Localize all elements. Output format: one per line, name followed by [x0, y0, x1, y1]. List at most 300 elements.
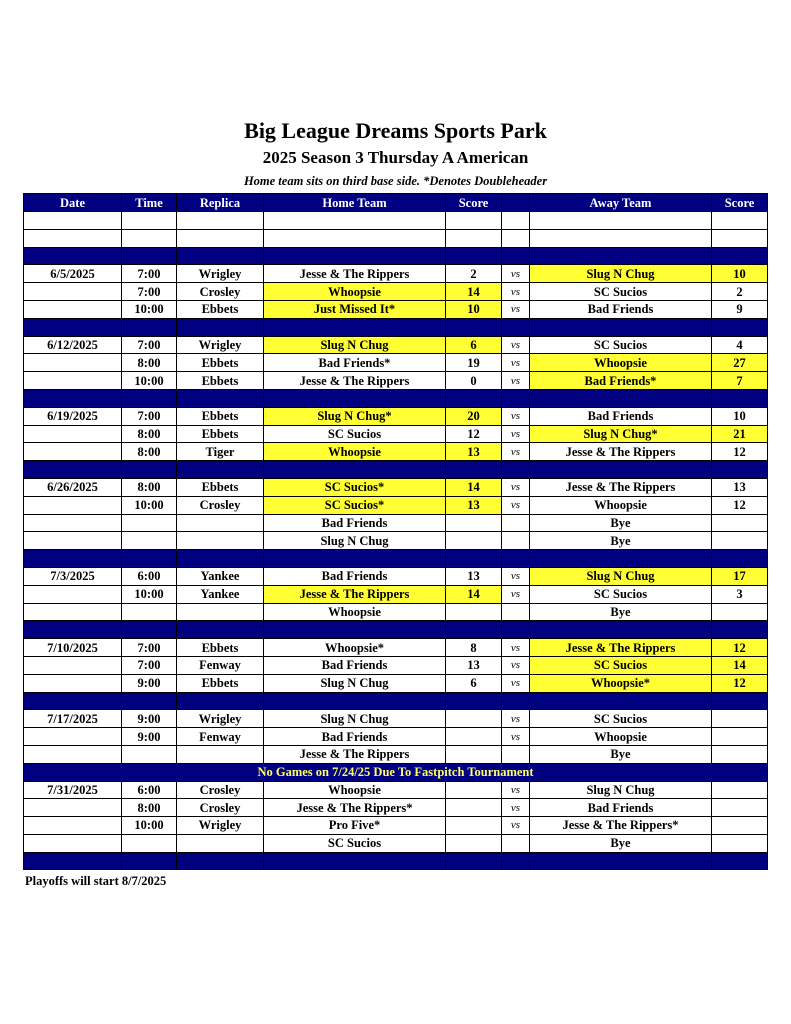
cell-replica: Ebbets [177, 639, 264, 657]
empty-cell [446, 318, 502, 336]
cell-away-score: 9 [712, 300, 768, 318]
cell-time [122, 745, 177, 763]
cell-away-score: 14 [712, 656, 768, 674]
cell-date [24, 496, 122, 514]
cell-time: 8:00 [122, 443, 177, 461]
empty-cell [177, 247, 264, 265]
cell-replica: Fenway [177, 728, 264, 746]
cell-away-team: Whoopsie [530, 354, 712, 372]
cell-date: 7/17/2025 [24, 710, 122, 728]
game-row [24, 300, 768, 318]
cell-away-team: Bye [530, 745, 712, 763]
cell-away-team: SC Sucios [530, 710, 712, 728]
cell-vs: vs [502, 781, 530, 799]
game-row [24, 745, 768, 763]
game-row [24, 265, 768, 283]
cell-vs: vs [502, 710, 530, 728]
empty-cell [122, 212, 177, 230]
cell-away-score [712, 834, 768, 852]
cell-away-score: 10 [712, 407, 768, 425]
cell-replica: Ebbets [177, 674, 264, 692]
cell-home-team: Whoopsie* [264, 639, 446, 657]
cell-time: 9:00 [122, 710, 177, 728]
game-row [24, 532, 768, 550]
empty-cell [24, 318, 122, 336]
cell-home-team: Slug N Chug [264, 710, 446, 728]
empty-cell [530, 692, 712, 710]
empty-cell [264, 389, 446, 407]
cell-away-score [712, 532, 768, 550]
cell-replica: Ebbets [177, 372, 264, 390]
empty-cell [530, 621, 712, 639]
cell-replica: Wrigley [177, 265, 264, 283]
cell-home-team: SC Sucios* [264, 478, 446, 496]
cell-time: 6:00 [122, 781, 177, 799]
cell-away-score: 12 [712, 443, 768, 461]
game-row [24, 567, 768, 585]
separator-row [24, 692, 768, 710]
cell-date [24, 745, 122, 763]
cell-away-team: SC Sucios [530, 585, 712, 603]
cell-vs: vs [502, 817, 530, 835]
cell-vs: vs [502, 336, 530, 354]
cell-away-team: Slug N Chug* [530, 425, 712, 443]
cell-time: 7:00 [122, 283, 177, 301]
cell-time: 7:00 [122, 265, 177, 283]
empty-cell [712, 550, 768, 568]
cell-home-score: 13 [446, 656, 502, 674]
game-row [24, 603, 768, 621]
cell-vs [502, 603, 530, 621]
cell-time: 7:00 [122, 336, 177, 354]
notice-text: No Games on 7/24/25 Due To Fastpitch Tournament [24, 763, 768, 781]
empty-cell [446, 247, 502, 265]
empty-cell [502, 621, 530, 639]
empty-cell [177, 692, 264, 710]
empty-cell [446, 461, 502, 479]
empty-cell [446, 852, 502, 870]
game-row [24, 834, 768, 852]
empty-cell [24, 212, 122, 230]
cell-home-team: SC Sucios [264, 834, 446, 852]
cell-away-score [712, 799, 768, 817]
empty-cell [177, 550, 264, 568]
cell-date [24, 585, 122, 603]
cell-replica [177, 514, 264, 532]
empty-cell [177, 229, 264, 247]
cell-date: 6/19/2025 [24, 407, 122, 425]
cell-away-score: 4 [712, 336, 768, 354]
cell-away-score: 2 [712, 283, 768, 301]
cell-home-team: Bad Friends [264, 567, 446, 585]
cell-date [24, 514, 122, 532]
empty-cell [712, 389, 768, 407]
game-row [24, 728, 768, 746]
cell-away-team: SC Sucios [530, 336, 712, 354]
cell-date [24, 532, 122, 550]
empty-cell [177, 389, 264, 407]
cell-home-score [446, 799, 502, 817]
cell-time [122, 514, 177, 532]
cell-away-score [712, 745, 768, 763]
cell-home-score [446, 745, 502, 763]
cell-vs: vs [502, 799, 530, 817]
empty-cell [122, 318, 177, 336]
cell-home-team: SC Sucios* [264, 496, 446, 514]
empty-cell [502, 389, 530, 407]
empty-cell [446, 621, 502, 639]
cell-away-team: Bad Friends [530, 300, 712, 318]
cell-date: 7/31/2025 [24, 781, 122, 799]
game-row [24, 710, 768, 728]
cell-away-team: Bad Friends [530, 799, 712, 817]
cell-away-score: 12 [712, 496, 768, 514]
empty-cell [502, 229, 530, 247]
cell-vs [502, 834, 530, 852]
separator-row [24, 247, 768, 265]
cell-away-team: Bad Friends [530, 407, 712, 425]
cell-home-score: 19 [446, 354, 502, 372]
cell-home-team: Slug N Chug* [264, 407, 446, 425]
empty-cell [264, 229, 446, 247]
game-row [24, 478, 768, 496]
cell-vs: vs [502, 585, 530, 603]
game-row [24, 799, 768, 817]
cell-home-score: 13 [446, 567, 502, 585]
cell-vs: vs [502, 656, 530, 674]
cell-replica: Crosley [177, 799, 264, 817]
cell-time: 10:00 [122, 585, 177, 603]
cell-home-team: SC Sucios [264, 425, 446, 443]
game-row [24, 443, 768, 461]
cell-home-team: Whoopsie [264, 443, 446, 461]
empty-cell [712, 229, 768, 247]
cell-date [24, 603, 122, 621]
header-time: Time [122, 194, 177, 212]
empty-cell [122, 229, 177, 247]
cell-vs: vs [502, 496, 530, 514]
empty-cell [530, 461, 712, 479]
empty-cell [177, 621, 264, 639]
cell-home-score [446, 603, 502, 621]
cell-away-team: Whoopsie* [530, 674, 712, 692]
page-title: Big League Dreams Sports Park [244, 118, 547, 143]
empty-cell [122, 550, 177, 568]
cell-away-team: Whoopsie [530, 496, 712, 514]
header-home-team: Home Team [264, 194, 446, 212]
cell-home-score [446, 532, 502, 550]
game-row [24, 354, 768, 372]
empty-cell [24, 692, 122, 710]
playoffs-note: Playoffs will start 8/7/2025 [25, 874, 167, 888]
empty-cell [24, 229, 122, 247]
separator-row [24, 461, 768, 479]
cell-time: 7:00 [122, 656, 177, 674]
cell-replica [177, 603, 264, 621]
game-row [24, 674, 768, 692]
cell-away-score [712, 728, 768, 746]
cell-time: 9:00 [122, 674, 177, 692]
cell-time: 10:00 [122, 300, 177, 318]
cell-date: 7/3/2025 [24, 567, 122, 585]
game-row [24, 656, 768, 674]
cell-time: 7:00 [122, 639, 177, 657]
cell-vs: vs [502, 478, 530, 496]
cell-date [24, 817, 122, 835]
cell-away-score: 27 [712, 354, 768, 372]
header-date: Date [24, 194, 122, 212]
cell-time [122, 834, 177, 852]
cell-home-team: Slug N Chug [264, 674, 446, 692]
cell-vs: vs [502, 407, 530, 425]
cell-away-team: Bye [530, 532, 712, 550]
cell-home-score: 14 [446, 283, 502, 301]
empty-cell [712, 461, 768, 479]
cell-home-team: Pro Five* [264, 817, 446, 835]
empty-cell [264, 550, 446, 568]
cell-home-team: Slug N Chug [264, 532, 446, 550]
empty-cell [446, 692, 502, 710]
cell-home-team: Jesse & The Rippers [264, 372, 446, 390]
separator-row [24, 621, 768, 639]
empty-cell [530, 247, 712, 265]
empty-cell [24, 389, 122, 407]
cell-away-score: 21 [712, 425, 768, 443]
cell-replica: Wrigley [177, 336, 264, 354]
cell-time: 8:00 [122, 354, 177, 372]
empty-cell [712, 852, 768, 870]
empty-cell [122, 389, 177, 407]
cell-date: 7/10/2025 [24, 639, 122, 657]
empty-cell [530, 852, 712, 870]
cell-home-score [446, 710, 502, 728]
cell-away-team: SC Sucios [530, 283, 712, 301]
cell-home-score: 13 [446, 496, 502, 514]
schedule-table [23, 193, 768, 870]
cell-date: 6/26/2025 [24, 478, 122, 496]
empty-cell [177, 318, 264, 336]
cell-home-team: Whoopsie [264, 603, 446, 621]
header-away-score: Score [712, 194, 768, 212]
empty-cell [24, 550, 122, 568]
empty-cell [502, 692, 530, 710]
cell-date [24, 674, 122, 692]
game-row [24, 425, 768, 443]
cell-away-score: 7 [712, 372, 768, 390]
cell-away-team: Slug N Chug [530, 567, 712, 585]
empty-cell [177, 852, 264, 870]
cell-home-team: Slug N Chug [264, 336, 446, 354]
empty-cell [122, 621, 177, 639]
empty-cell [264, 318, 446, 336]
separator-row [24, 852, 768, 870]
empty-cell [712, 692, 768, 710]
cell-home-team: Whoopsie [264, 283, 446, 301]
cell-away-team: Bye [530, 603, 712, 621]
cell-date: 6/5/2025 [24, 265, 122, 283]
cell-home-team: Jesse & The Rippers [264, 265, 446, 283]
cell-away-team: Jesse & The Rippers [530, 639, 712, 657]
cell-away-team: Bad Friends* [530, 372, 712, 390]
cell-home-score: 13 [446, 443, 502, 461]
empty-cell [502, 318, 530, 336]
cell-away-team: Bye [530, 834, 712, 852]
cell-home-score [446, 834, 502, 852]
empty-cell [712, 212, 768, 230]
empty-cell [446, 212, 502, 230]
cell-home-score [446, 817, 502, 835]
game-row [24, 283, 768, 301]
empty-cell [264, 621, 446, 639]
cell-away-team: Jesse & The Rippers [530, 443, 712, 461]
empty-cell [446, 550, 502, 568]
empty-cell [530, 229, 712, 247]
empty-cell [122, 461, 177, 479]
header-home-score: Score [446, 194, 502, 212]
cell-vs: vs [502, 674, 530, 692]
cell-home-score: 12 [446, 425, 502, 443]
cell-home-team: Jesse & The Rippers [264, 745, 446, 763]
cell-away-score [712, 603, 768, 621]
empty-cell [122, 692, 177, 710]
cell-vs: vs [502, 283, 530, 301]
cell-vs: vs [502, 639, 530, 657]
cell-replica: Wrigley [177, 710, 264, 728]
page-subtitle: 2025 Season 3 Thursday A American [262, 148, 529, 167]
blank-row [24, 212, 768, 230]
cell-replica: Crosley [177, 496, 264, 514]
schedule-body [24, 212, 768, 870]
game-row [24, 585, 768, 603]
cell-replica: Ebbets [177, 478, 264, 496]
cell-date [24, 834, 122, 852]
empty-cell [177, 461, 264, 479]
blank-row [24, 229, 768, 247]
cell-replica [177, 834, 264, 852]
cell-home-score: 8 [446, 639, 502, 657]
cell-home-team: Bad Friends [264, 514, 446, 532]
cell-time [122, 603, 177, 621]
empty-cell [712, 318, 768, 336]
cell-home-score: 14 [446, 478, 502, 496]
cell-replica: Yankee [177, 567, 264, 585]
empty-cell [502, 461, 530, 479]
cell-replica: Ebbets [177, 407, 264, 425]
cell-home-score: 6 [446, 336, 502, 354]
cell-away-team: Bye [530, 514, 712, 532]
cell-home-score: 0 [446, 372, 502, 390]
cell-home-team: Jesse & The Rippers [264, 585, 446, 603]
empty-cell [264, 692, 446, 710]
cell-away-team: Jesse & The Rippers [530, 478, 712, 496]
cell-replica: Wrigley [177, 817, 264, 835]
cell-time: 10:00 [122, 372, 177, 390]
game-row [24, 817, 768, 835]
cell-replica: Yankee [177, 585, 264, 603]
cell-date [24, 283, 122, 301]
cell-home-score: 6 [446, 674, 502, 692]
cell-away-team: Jesse & The Rippers* [530, 817, 712, 835]
game-row [24, 639, 768, 657]
cell-away-team: SC Sucios [530, 656, 712, 674]
cell-date: 6/12/2025 [24, 336, 122, 354]
cell-away-score: 13 [712, 478, 768, 496]
cell-home-score [446, 781, 502, 799]
cell-replica: Crosley [177, 781, 264, 799]
cell-home-team: Just Missed It* [264, 300, 446, 318]
empty-cell [712, 247, 768, 265]
cell-vs [502, 532, 530, 550]
empty-cell [446, 229, 502, 247]
empty-cell [530, 212, 712, 230]
cell-replica: Ebbets [177, 300, 264, 318]
cell-date [24, 354, 122, 372]
cell-replica: Tiger [177, 443, 264, 461]
cell-away-score: 3 [712, 585, 768, 603]
cell-time: 10:00 [122, 496, 177, 514]
empty-cell [530, 550, 712, 568]
cell-away-score: 12 [712, 639, 768, 657]
cell-date [24, 300, 122, 318]
empty-cell [264, 852, 446, 870]
empty-cell [530, 318, 712, 336]
empty-cell [122, 247, 177, 265]
cell-away-score: 12 [712, 674, 768, 692]
header-away-team: Away Team [530, 194, 712, 212]
empty-cell [446, 389, 502, 407]
cell-away-score [712, 781, 768, 799]
cell-vs: vs [502, 567, 530, 585]
cell-vs: vs [502, 372, 530, 390]
separator-row [24, 318, 768, 336]
cell-vs [502, 514, 530, 532]
cell-date [24, 425, 122, 443]
cell-vs: vs [502, 265, 530, 283]
empty-cell [712, 621, 768, 639]
empty-cell [177, 212, 264, 230]
cell-away-score [712, 817, 768, 835]
cell-time: 8:00 [122, 425, 177, 443]
separator-row [24, 389, 768, 407]
cell-time: 8:00 [122, 799, 177, 817]
header-vs [502, 194, 530, 212]
empty-cell [24, 621, 122, 639]
empty-cell [530, 389, 712, 407]
cell-away-team: Slug N Chug [530, 781, 712, 799]
game-row [24, 407, 768, 425]
cell-home-score: 10 [446, 300, 502, 318]
cell-date [24, 372, 122, 390]
empty-cell [122, 852, 177, 870]
cell-replica [177, 532, 264, 550]
cell-replica: Ebbets [177, 354, 264, 372]
cell-home-team: Bad Friends [264, 656, 446, 674]
game-row [24, 336, 768, 354]
separator-row [24, 550, 768, 568]
game-row [24, 781, 768, 799]
cell-replica: Fenway [177, 656, 264, 674]
cell-home-score [446, 728, 502, 746]
cell-time: 8:00 [122, 478, 177, 496]
cell-vs: vs [502, 425, 530, 443]
cell-home-team: Bad Friends [264, 728, 446, 746]
empty-cell [264, 247, 446, 265]
cell-home-score: 14 [446, 585, 502, 603]
cell-date [24, 443, 122, 461]
cell-away-score: 17 [712, 567, 768, 585]
cell-time: 10:00 [122, 817, 177, 835]
empty-cell [24, 461, 122, 479]
